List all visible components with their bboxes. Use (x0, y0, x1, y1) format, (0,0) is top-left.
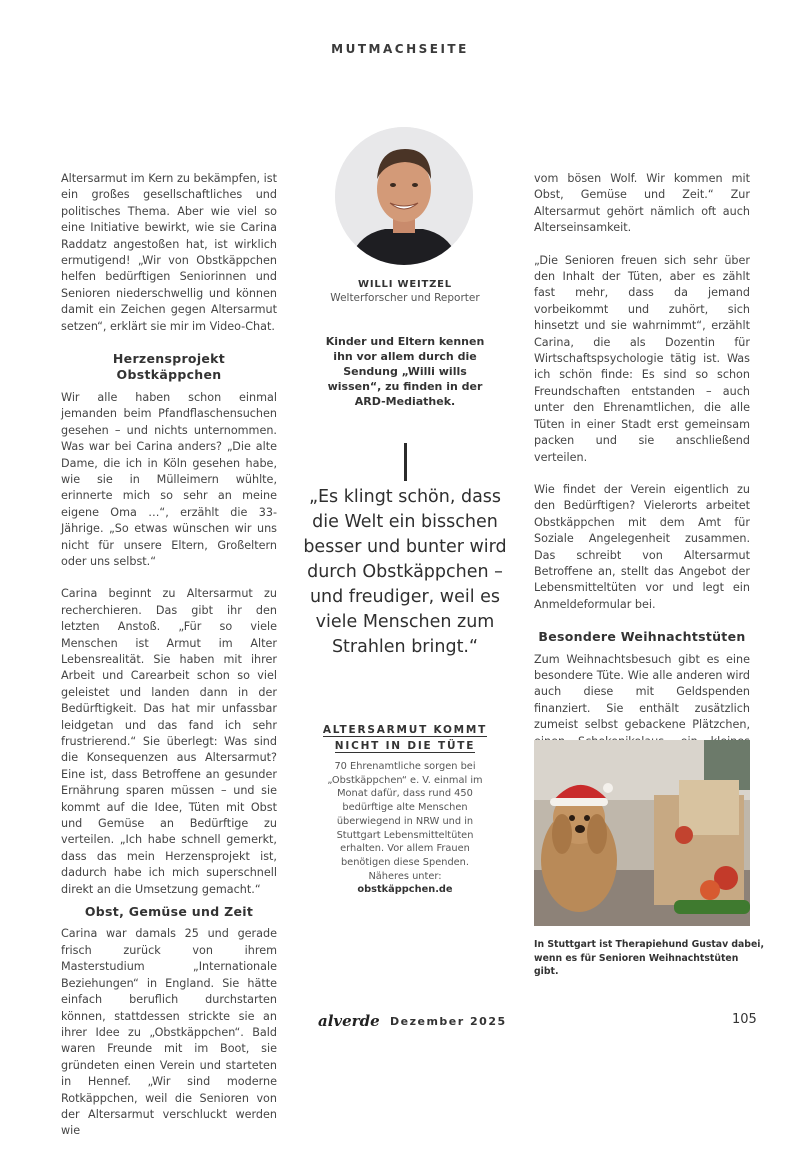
portrait-photo (335, 127, 473, 265)
person-name: WILLI WEITZEL (358, 279, 452, 290)
subheading: Besondere Weihnachtstüten (538, 629, 746, 645)
photo-caption: In Stuttgart ist Therapiehund Gustav dabei, wenn es für Senioren Weihnachtstüten gibt. (534, 939, 764, 977)
paragraph-text: Zum Weihnachtsbesuch gibt es eine besondere Tüte. Wie alle anderen wird auch diese mit Geldspenden finanziert. Sie enthält zusätzlich zumeist selbst gebackene Plätzchen, (534, 652, 750, 732)
subheading: Herzensprojekt Obstkäppchen (112, 351, 226, 383)
infobox-text: 70 Ehrenamtliche sorgen bei „Obstkäppchen“ e. V. einmal im Monat dafür, dass rund 450 bedürftige alte Menschen überwiegend in NRW und in Stuttgart Lebensmitteltüten erhalten. Vor allem Frauen benötigen diese Spenden. Näheres unter: (327, 761, 483, 882)
issue-date: Dezember 2025 (390, 1015, 507, 1028)
magazine-logo: alverde (318, 1012, 380, 1030)
website-link[interactable]: obstkäppchen.de (357, 884, 453, 896)
dog-photo (534, 740, 750, 926)
paragraph: Carina war damals 25 und gerade frisch zurück von ihrem Masterstudium „Internationale Beziehungen“ in England. Sie hätte einfach beruflich durchstarten können, stattdessen strickte sie an ihrer Idee zu „Obstkäppchen“. Bald waren Freunde mit im Boot, sie gründeten einen Verein und starteten in Hennef. „Wir sind moderne Rotkäppchen, weil die Senioren von der Altersarmut verschluckt werden wie (61, 927, 277, 1138)
paragraph: „Die Senioren freuen sich sehr über den Inhalt der Tüten, aber es zählt fast mehr, dass da jemand vorbeikommt und zuhört, sich hinsetzt und sie wahrnimmt“, erzählt Carina, die als Dozentin für Wirtschaftspsychologie tätig ist. Was ich schön finde: Es sind so schon Freundschaften entstanden – auch unter den Ehrenamtlichen, die alle Tüten in einer Stadt erst gemeinsam packen und sie anschließend verteilen. (534, 253, 750, 464)
page-number: 105 (732, 1012, 757, 1027)
portrait-illustration (335, 127, 473, 265)
paragraph: Wie findet der Verein eigentlich zu den Bedürftigen? Vielerorts arbeitet Obstkäppchen mit dem Amt für Soziale Angelegenheit zusammen. Das schreibt von Altersarmut Betroffene an, stellt das Angebot der Lebensmitteltüten vor und legt ein Anmeldeformular bei. (534, 482, 750, 611)
infobox-title-text: ALTERSARMUT KOMMT NICHT IN DIE TÜTE (322, 724, 488, 752)
article-column-right (534, 171, 750, 799)
quote-bar (404, 443, 407, 481)
person-teaser: Kinder und Eltern kennen ihn vor allem durch die Sendung „Willi wills wissen“, zu finden in der ARD-Mediathek. (325, 335, 485, 408)
paragraph: Carina beginnt zu Altersarmut zu recherchieren. Das gibt ihr den letzten Anstoß. „Für so viele Menschen ist Armut im Alter Lebensrealität. Sie haben mit ihrer Arbeit und Carearbeit schon so viel geleistet und landen dann in der Bedürftigkeit. Das hat mir unfassbar leidgetan und das fand ich sehr frustrierend.“ Sie überlegt: Was sind die Konsequenzen aus Altersarmut? Eine ist, dass Betroffene an gesunder Ernährung sparen müssen – und sie kommt auf die Idee, Tüten mit Obst und Gemüse an Bedürftige zu verteilen. „Ich habe schnell gemerkt, dass das mein Herzensprojekt ist, dadurch habe ich mich superschnell direkt an die Umsetzung gemacht.“ (61, 587, 277, 896)
paragraph: vom bösen Wolf. Wir kommen mit Obst, Gemüse und Zeit.“ Zur Altersarmut gehört nämlich oft auch Alterseinsamkeit. (534, 172, 750, 235)
pull-quote: „Es klingt schön, dass die Welt ein bisschen besser und bunter wird durch Obstkäppchen – und freudiger, weil es viele Menschen zum Strahlen bringt.“ (303, 487, 507, 657)
infobox-body (322, 760, 488, 897)
infobox-title (305, 722, 505, 754)
paragraph: Wir alle haben schon einmal jemanden beim Pfandflaschensuchen gesehen – und nichts unternommen. Was war bei Carina anders? „Die alte Dame, die ich in Köln gesehen habe, wie sie in Mülleimern wühlte, erinnerte mich so sehr an meine eigene Oma …“, erzählt die 33-Jährige. „So etwas wünschen wir uns nicht für unsere Eltern, Großeltern oder uns selbst.“ (61, 390, 277, 568)
dog-illustration (534, 740, 750, 926)
paragraph: Altersarmut im Kern zu bekämpfen, ist ein großes gesellschaftliches und politisches Thema. Aber wie viel so eine Initiative bewirkt, wie sie Carina Raddatz angestoßen hat, ist wirklich ermutigend! „Wir von Obstkäppchen helfen bedürftigen Seniorinnen und Senioren niederschwellig und können damit ein Zeichen gegen Altersarmut setzen“, erklärt sie mir im Video-Chat. (61, 172, 277, 333)
article-column-left (61, 171, 277, 1156)
section-header: MUTMACHSEITE (331, 42, 469, 56)
person-role: Welterforscher und Reporter (330, 292, 480, 304)
subheading: Obst, Gemüse und Zeit (84, 904, 254, 920)
